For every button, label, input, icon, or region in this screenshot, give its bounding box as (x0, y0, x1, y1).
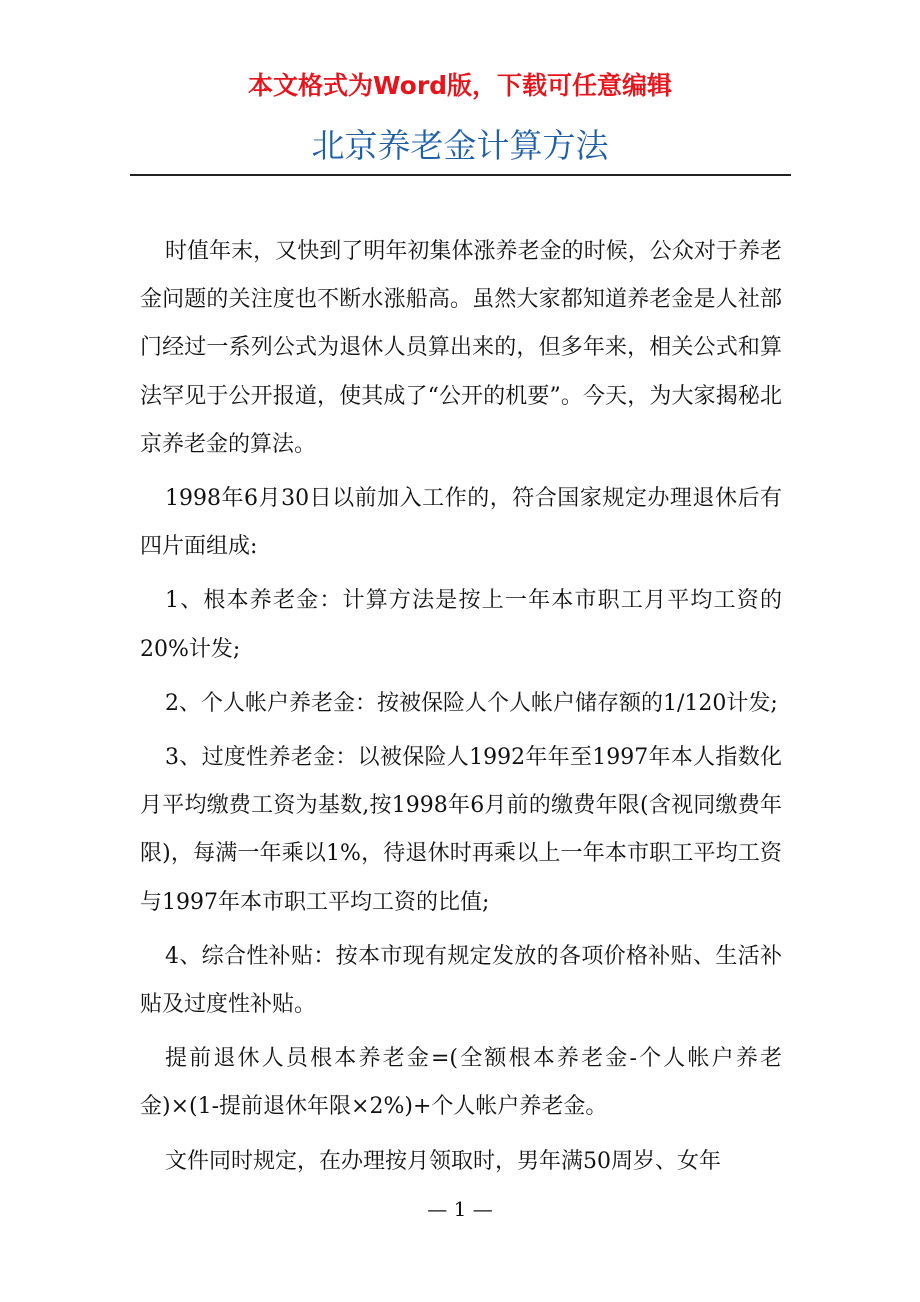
page-title: 北京养老金计算方法 (311, 126, 609, 165)
paragraph-item-3: 3、过度性养老金：以被保险人1992年年至1997年本人指数化月平均缴费工资为基数,按1998年6月前的缴费年限(含视同缴费年限)，每满一年乘以1%，待退休时再乘以上一年本市职工平均工资与1997年本市职工平均工资的比值; (140, 745, 782, 915)
paragraph-item-2: 2、个人帐户养老金：按被保险人个人帐户储存额的1/120计发; (165, 690, 778, 716)
paragraph-regulation: 文件同时规定，在办理按月领取时，男年满50周岁、女年 (165, 1148, 721, 1174)
paragraph-intro: 时值年末，又快到了明年初集体涨养老金的时候，公众对于养老金问题的关注度也不断水涨船高。虽然大家都知道养老金是人社部门经过一系列公式为退休人员算出来的，但多年来，相关公式和算法罕见于公开报道，使其成了“公开的机要”。今天，为大家揭秘北京养老金的算法。 (140, 239, 782, 457)
document-body (140, 228, 782, 1192)
download-banner: 本文格式为Word版，下载可任意编辑 (247, 71, 673, 100)
paragraph-early-retirement: 提前退休人员根本养老金=(全额根本养老金-个人帐户养老金)×(1-提前退休年限×2%)+个人帐户养老金。 (140, 1046, 782, 1120)
title-divider (130, 174, 791, 176)
paragraph-composition: 1998年6月30日以前加入工作的，符合国家规定办理退休后有四片面组成: (140, 486, 782, 560)
paragraph-item-4: 4、综合性补贴：按本市现有规定发放的各项价格补贴、生活补贴及过度性补贴。 (140, 943, 782, 1018)
page-number: — 1 — (427, 1197, 493, 1221)
paragraph-item-1: 1、根本养老金：计算方法是按上一年本市职工月平均工资的20%计发; (140, 588, 782, 662)
